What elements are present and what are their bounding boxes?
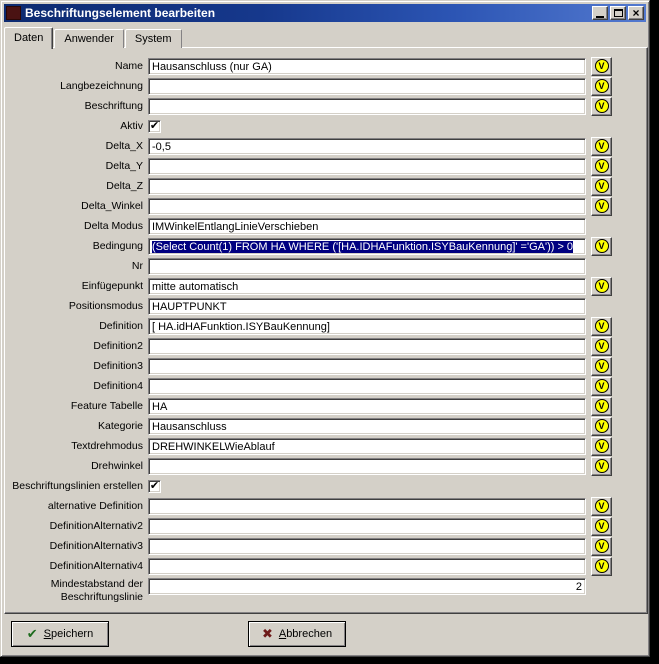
field-label: Definition4 (93, 380, 143, 392)
cross-icon: ✖ (261, 626, 273, 641)
text-input-value: 2 (575, 581, 582, 593)
maximize-icon (614, 9, 623, 17)
form-row (7, 538, 647, 555)
form-row (7, 398, 647, 415)
form-row (7, 418, 647, 435)
field-label: Beschriftung (84, 100, 143, 112)
form-row (7, 478, 647, 495)
value-picker-button[interactable] (591, 377, 612, 396)
field-label: Kategorie (98, 420, 143, 432)
value-picker-button[interactable] (591, 157, 612, 176)
form-row (7, 118, 647, 135)
checkbox-check-icon: ✔ (149, 120, 160, 132)
field-label: alternative Definition (47, 500, 143, 512)
field-label: Mindestabstand der Beschriftungslinie (50, 578, 143, 603)
v-icon: V (595, 539, 609, 553)
field-label: Bedingung (92, 240, 143, 252)
text-input[interactable] (148, 378, 586, 395)
text-input[interactable] (148, 238, 586, 255)
text-input[interactable] (148, 538, 586, 555)
v-icon: V (595, 59, 609, 73)
form-row (7, 558, 647, 575)
text-input[interactable] (148, 518, 586, 535)
tab-panel-daten (4, 47, 648, 614)
maximize-button[interactable] (610, 6, 626, 20)
text-input[interactable] (148, 438, 586, 455)
field-label: Aktiv (120, 120, 143, 132)
form-row (7, 458, 647, 475)
form-row (7, 138, 647, 155)
value-picker-button[interactable] (591, 457, 612, 476)
field-label: Delta Modus (84, 220, 143, 232)
v-icon: V (595, 139, 609, 153)
v-icon: V (595, 319, 609, 333)
text-input[interactable] (148, 158, 586, 175)
field-label: DefinitionAlternativ2 (49, 520, 143, 532)
field-label: DefinitionAlternativ4 (49, 560, 143, 572)
value-picker-button[interactable] (591, 497, 612, 516)
text-input[interactable] (148, 418, 586, 435)
form-row (7, 338, 647, 355)
tab-bar (4, 26, 183, 48)
form-row (7, 198, 647, 215)
v-icon: V (595, 379, 609, 393)
window-title: Beschriftungselement bearbeiten (25, 6, 216, 20)
form-row (7, 518, 647, 535)
form-row (7, 58, 647, 75)
form-row (7, 358, 647, 375)
value-picker-button[interactable] (591, 237, 612, 256)
text-input[interactable] (148, 498, 586, 515)
text-input[interactable] (148, 358, 586, 375)
v-icon: V (595, 339, 609, 353)
v-icon: V (595, 499, 609, 513)
v-icon: V (595, 519, 609, 533)
text-input-value: Hausanschluss (nur GA) (152, 61, 272, 73)
text-input[interactable] (148, 298, 586, 315)
text-input[interactable] (148, 398, 586, 415)
v-icon: V (595, 199, 609, 213)
text-input[interactable] (148, 258, 586, 275)
text-input[interactable] (148, 318, 586, 335)
value-picker-button[interactable] (591, 557, 612, 576)
app-icon (6, 6, 21, 20)
field-label: Drehwinkel (91, 460, 143, 472)
text-input-value: HAUPTPUNKT (152, 301, 227, 313)
field-label: Delta_Y (105, 160, 143, 172)
save-button-label: Speichern (43, 628, 94, 640)
form-row (7, 318, 647, 335)
tab-system[interactable]: System (125, 29, 182, 48)
text-input[interactable] (148, 178, 586, 195)
v-icon: V (595, 359, 609, 373)
checkbox-check-icon: ✔ (149, 480, 160, 492)
field-label: Name (114, 60, 143, 72)
v-icon: V (595, 419, 609, 433)
close-icon: × (632, 6, 640, 20)
form-row (7, 438, 647, 455)
cancel-button[interactable] (248, 621, 346, 647)
form-row (7, 378, 647, 395)
form-row (7, 218, 647, 235)
text-input[interactable] (148, 58, 586, 75)
minimize-button[interactable] (592, 6, 608, 20)
v-icon: V (595, 79, 609, 93)
text-input[interactable] (148, 218, 586, 235)
text-input-value: [ HA.idHAFunktion.ISYBauKennung] (152, 321, 330, 333)
check-icon: ✔ (26, 626, 38, 641)
text-input[interactable] (148, 338, 586, 355)
field-label: Nr (131, 260, 143, 272)
text-input[interactable] (148, 578, 586, 595)
text-input[interactable] (148, 278, 586, 295)
field-label: Langbezeichnung (60, 80, 143, 92)
field-label: Beschriftungslinien erstellen (12, 480, 143, 492)
value-picker-button[interactable] (591, 397, 612, 416)
field-label: Positionsmodus (68, 300, 143, 312)
text-input-value: HA (152, 401, 168, 413)
cancel-button-label: Abbrechen (278, 628, 333, 640)
v-icon: V (595, 179, 609, 193)
form-row (7, 78, 647, 95)
v-icon: V (595, 239, 609, 253)
field-label: Einfügepunkt (81, 280, 143, 292)
text-input[interactable] (148, 198, 586, 215)
form-rows (5, 48, 647, 608)
field-label: Definition2 (93, 340, 143, 352)
text-input-value: -0,5 (152, 141, 171, 153)
form-row (7, 578, 647, 608)
text-input[interactable] (148, 458, 586, 475)
v-icon: V (595, 439, 609, 453)
v-icon: V (595, 279, 609, 293)
text-input[interactable] (148, 138, 586, 155)
titlebar (4, 4, 646, 22)
field-label: Delta_X (105, 140, 143, 152)
checkbox[interactable] (148, 480, 161, 493)
value-picker-button[interactable] (591, 417, 612, 436)
tab-anwender[interactable]: Anwender (54, 29, 124, 48)
minimize-icon (596, 16, 604, 18)
field-label: Delta_Z (106, 180, 143, 192)
form-row (7, 158, 647, 175)
text-input-value: Hausanschluss (152, 421, 227, 433)
save-button[interactable] (11, 621, 109, 647)
value-picker-button[interactable] (591, 177, 612, 196)
value-picker-button[interactable] (591, 437, 612, 456)
form-row (7, 98, 647, 115)
value-picker-button[interactable] (591, 57, 612, 76)
field-label: Feature Tabelle (70, 400, 143, 412)
field-label: Definition (99, 320, 143, 332)
form-row (7, 298, 647, 315)
v-icon: V (595, 459, 609, 473)
v-icon: V (595, 559, 609, 573)
checkbox[interactable] (148, 120, 161, 133)
form-row (7, 498, 647, 515)
value-picker-button[interactable] (591, 277, 612, 296)
form-row (7, 238, 647, 255)
form-row (7, 178, 647, 195)
field-label: Definition3 (93, 360, 143, 372)
form-row (7, 258, 647, 275)
field-label: Delta_Winkel (81, 200, 143, 212)
text-input-value: (Select Count(1) FROM HA WHERE ('[HA.IDHAFunktion.ISYBauKennung]' ='GA')) > 0 (152, 241, 574, 253)
text-input-value: IMWinkelEntlangLinieVerschieben (152, 221, 319, 233)
text-input[interactable] (148, 98, 586, 115)
v-icon: V (595, 399, 609, 413)
text-input-value: DREHWINKELWieAblauf (152, 441, 275, 453)
value-picker-button[interactable] (591, 77, 612, 96)
v-icon: V (595, 159, 609, 173)
v-icon: V (595, 99, 609, 113)
field-label: DefinitionAlternativ3 (49, 540, 143, 552)
value-picker-button[interactable] (591, 537, 612, 556)
text-input[interactable] (148, 558, 586, 575)
text-input-value: mitte automatisch (152, 281, 239, 293)
value-picker-button[interactable] (591, 517, 612, 536)
value-picker-button[interactable] (591, 97, 612, 116)
value-picker-button[interactable] (591, 337, 612, 356)
value-picker-button[interactable] (591, 317, 612, 336)
tab-daten[interactable]: Daten (4, 27, 53, 49)
text-input[interactable] (148, 78, 586, 95)
close-button[interactable] (628, 6, 644, 20)
form-row (7, 278, 647, 295)
value-picker-button[interactable] (591, 137, 612, 156)
value-picker-button[interactable] (591, 357, 612, 376)
value-picker-button[interactable] (591, 197, 612, 216)
field-label: Textdrehmodus (71, 440, 143, 452)
